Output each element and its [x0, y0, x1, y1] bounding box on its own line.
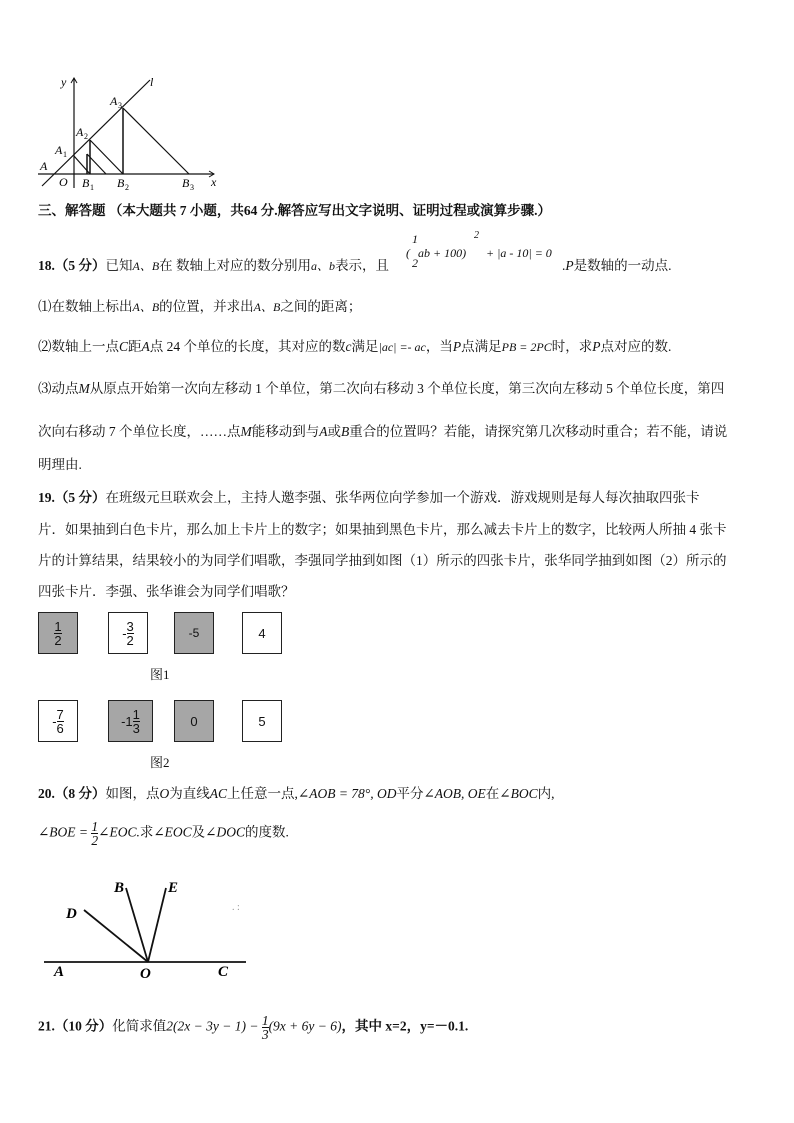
fig2-card-4	[242, 700, 282, 742]
label-B3-sub: 3	[190, 183, 194, 192]
q18-part-2	[38, 339, 671, 355]
fig1-card-1	[38, 612, 78, 654]
label-C: C	[218, 964, 229, 980]
text: 点对应的数.	[600, 339, 672, 354]
text: 次向右移动 7 个单位长度，……点	[38, 424, 241, 439]
q18-text: 是数轴的一动点.	[573, 258, 672, 273]
den: 3	[132, 720, 140, 736]
section-heading: 三、解答题 （本大题共 7 小题，共64 分.解答应写出文字说明、证明过程或演算步骤.）	[38, 203, 551, 218]
label-A1-sub: 1	[63, 150, 67, 159]
q18-equation	[406, 232, 566, 272]
q18-math-ab: a、b	[311, 259, 336, 273]
label-B2-sub: 2	[125, 183, 129, 192]
math-O: O	[159, 786, 170, 801]
q18-number: 18.（5 分）	[38, 258, 106, 273]
math-angle: ∠EOC.	[98, 824, 140, 840]
q18-math-P: P	[565, 258, 574, 273]
math-angle: ∠AOB = 78°, OD	[297, 786, 397, 801]
text: 或	[327, 424, 341, 439]
num: 1	[54, 618, 62, 634]
q20-angle-figure	[40, 876, 250, 986]
label-A2-sub: 2	[84, 132, 88, 141]
math-M: M	[240, 424, 252, 439]
text: ，其中 x=2，y=－0.1.	[341, 1018, 469, 1034]
q20-line-1	[38, 786, 554, 802]
fraction	[54, 620, 61, 647]
den: 2	[54, 632, 62, 648]
math-angle: ∠BOC	[499, 786, 538, 801]
den: 2	[91, 833, 99, 848]
math-expr: (9x + 6y − 6)	[268, 1018, 342, 1034]
q19-line-1	[38, 490, 700, 506]
int: -1	[121, 713, 133, 729]
eq-main: ab + 100)	[418, 246, 467, 260]
fraction	[127, 620, 134, 647]
num: 1	[261, 1013, 269, 1028]
smudge-dots: . :	[232, 902, 240, 913]
label-l: l	[150, 75, 154, 89]
math-angle: ∠DOC	[205, 824, 245, 840]
q18-line-1	[38, 258, 389, 274]
num: 7	[56, 706, 64, 722]
text: 的位置，并求出	[159, 299, 254, 314]
q19-line-2: 片．如果抽到白色卡片，那么加上卡片上的数字；如果抽到黑色卡片，那么减去卡片上的数字，比较两人所抽 4 张卡	[38, 522, 727, 537]
text: 之间的距离；	[280, 299, 362, 314]
fig1-caption: 图1	[150, 667, 170, 682]
label-A2: A	[76, 125, 84, 139]
q20-number: 20.（8 分）	[38, 786, 106, 801]
math-eq: PB = 2PC	[501, 340, 552, 354]
text: 点满足	[461, 339, 502, 354]
eq-open-paren: (	[406, 246, 410, 260]
math-M: M	[78, 381, 90, 396]
text: 满足	[351, 339, 379, 354]
fig1-card-4	[242, 612, 282, 654]
label-B1-sub: 1	[90, 183, 94, 192]
math-AB: A、B	[253, 300, 281, 314]
math-A: A	[319, 424, 328, 439]
label-A3-sub: 3	[118, 101, 122, 110]
q18-math-AB: A、B	[132, 259, 160, 273]
text: ⑶动点	[38, 381, 79, 396]
math-angle: ∠BOE =	[38, 824, 89, 840]
label-B2: B	[117, 176, 125, 190]
label-x: x	[211, 175, 217, 189]
label-A1: A	[55, 143, 63, 157]
text: 的度数.	[245, 824, 289, 840]
q18-text: 在 数轴上对应的数分别用	[159, 258, 312, 273]
q21-number: 21.（10 分）	[38, 1018, 113, 1034]
q21-line	[38, 1014, 468, 1041]
text: 点 24 个单位的长度，其对应的数	[149, 339, 346, 354]
num: 1	[132, 706, 140, 722]
text: 明理由.	[38, 457, 82, 472]
eq-half-num: 1	[412, 232, 418, 246]
text: 如图，点	[105, 786, 160, 801]
q18-text: .	[562, 258, 566, 273]
eq-power: 2	[474, 230, 479, 241]
q18-text: 已知	[105, 258, 133, 273]
label-A: A	[40, 159, 48, 173]
den: 3	[261, 1027, 269, 1042]
den: 6	[56, 720, 64, 736]
q18-part-3-line-3	[38, 457, 82, 473]
fig2-caption: 图2	[150, 755, 170, 770]
den: 2	[126, 632, 134, 648]
q18-part-3-line-1	[38, 381, 724, 397]
sign: -	[52, 713, 57, 729]
text: 求	[139, 824, 154, 840]
math-B: B	[341, 424, 350, 439]
math-P: P	[452, 339, 462, 354]
label-A: A	[54, 964, 65, 980]
text: 重合的位置吗？若能，请探究第几次移动时重合；若不能，请说	[349, 424, 728, 439]
math-C: C	[119, 339, 129, 354]
fraction	[133, 708, 140, 735]
text: 及	[191, 824, 206, 840]
math-A: A	[141, 339, 150, 354]
text: 化简求值	[112, 1018, 167, 1034]
value: 0	[190, 713, 198, 729]
label-E: E	[168, 880, 179, 896]
text: ⑵数轴上一点	[38, 339, 119, 354]
label-B: B	[114, 880, 125, 896]
q19-line-4: 四张卡片．李强、张华谁会为同学们唱歌？	[38, 584, 295, 599]
num: 1	[91, 819, 99, 834]
value: -5	[188, 626, 200, 640]
value: 4	[258, 625, 266, 641]
text: ⑴在数轴上标出	[38, 299, 133, 314]
math-AB: A、B	[132, 300, 160, 314]
q18-part-3-line-2	[38, 424, 727, 440]
text: 内,	[537, 786, 555, 801]
q20-line-2	[38, 820, 289, 847]
label-B3: B	[182, 176, 190, 190]
math-abs: |ac| =- ac	[378, 340, 426, 354]
label-B1: B	[82, 176, 90, 190]
math-angle: ∠AOB, OE	[423, 786, 486, 801]
text: 上任意一点,	[227, 786, 298, 801]
q18-text: 表示，且	[335, 258, 390, 273]
text: 从原点开始第一次向左移动 1 个单位，第二次向右移动 3 个单位长度，第三次向左移动 5 个单位长度，第四	[89, 381, 725, 396]
fraction	[57, 708, 64, 735]
eq-half-den: 2	[412, 256, 418, 270]
value: 5	[258, 713, 266, 729]
text: 时，求	[551, 339, 593, 354]
q19-text: 在班级元旦联欢会上，主持人邀李强、张华两位向学参加一个游戏．游戏规则是每人每次抽取四张卡	[105, 490, 700, 505]
sign: -	[122, 625, 127, 641]
math-P: P	[592, 339, 601, 354]
eq-rest: + |a - 10| = 0	[486, 246, 552, 260]
text: ，当	[425, 339, 453, 354]
math-c: c	[345, 339, 352, 354]
label-D: D	[66, 906, 77, 922]
top-geometry-figure	[34, 70, 234, 195]
text: 为直线	[169, 786, 210, 801]
fraction-third	[262, 1014, 269, 1041]
text: 距	[128, 339, 142, 354]
fig2-card-3	[174, 700, 214, 742]
fig2-card-1	[38, 700, 78, 742]
q19-number: 19.（5 分）	[38, 490, 106, 505]
math-angle: ∠EOC	[153, 824, 192, 840]
math-AC: AC	[209, 786, 228, 801]
q18-line-1-end	[562, 258, 672, 274]
label-y: y	[61, 75, 67, 89]
text: 在	[485, 786, 500, 801]
math-expr: 2(2x − 3y − 1) −	[166, 1018, 259, 1034]
q18-part-1	[38, 299, 361, 315]
text: 能移动到与	[251, 424, 320, 439]
num: 3	[126, 618, 134, 634]
q19-line-3: 片的计算结果，结果较小的为同学们唱歌，李强同学抽到如图（1）所示的四张卡片，张华同学抽到如图（2）所示的	[38, 553, 727, 568]
fig1-card-2	[108, 612, 148, 654]
label-O: O	[59, 175, 68, 189]
fig1-card-3	[174, 612, 214, 654]
label-O: O	[140, 966, 151, 982]
text: 平分	[396, 786, 424, 801]
label-A3: A	[110, 94, 118, 108]
fig2-card-2	[108, 700, 153, 742]
